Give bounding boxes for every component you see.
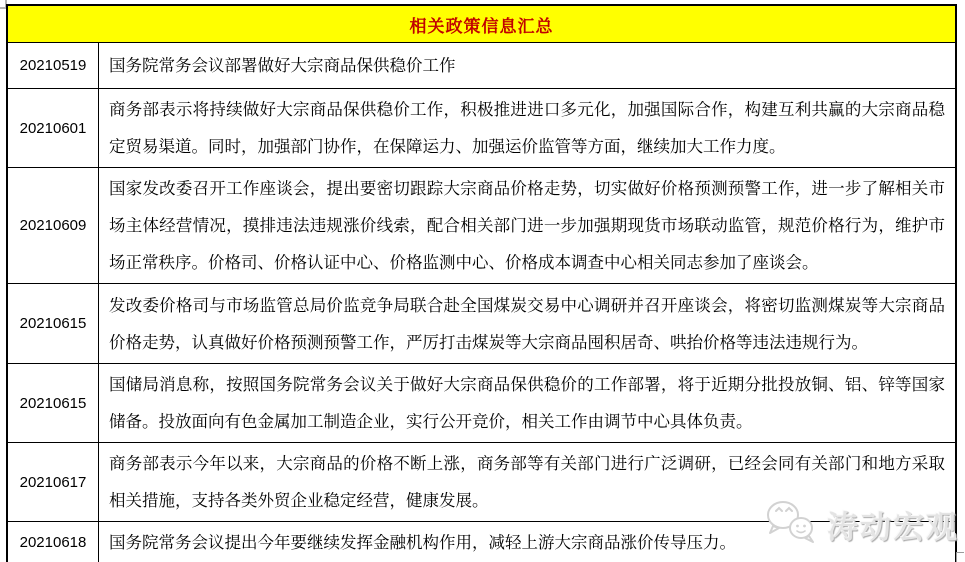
date-cell: 20210615 [8,364,99,442]
policy-summary-table [6,4,957,562]
table-row [8,521,955,562]
policy-text-cell [99,43,955,88]
policy-text-cell [99,443,955,521]
date-cell: 20210601 [8,89,99,167]
policy-text: 商务部表示今年以来，大宗商品的价格不断上涨，商务部等有关部门进行广泛调研，已经会同有关部门和地方采取相关措施，支持各类外贸企业稳定经营，健康发展。 [109,454,945,510]
gridline-artifact-bottom-right [956,552,964,562]
date-cell: 20210615 [8,284,99,363]
policy-text-cell [99,89,955,167]
policy-text: 国务院常务会议提出今年要继续发挥金融机构作用，减轻上游大宗商品涨价传导压力。 [109,533,736,552]
table-title: 相关政策信息汇总 [409,16,554,36]
table-row [8,283,955,363]
date-cell: 20210609 [8,168,99,283]
table-row [8,42,955,88]
policy-text: 商务部表示将持续做好大宗商品保供稳价工作，积极推进进口多元化，加强国际合作，构建互利共赢的大宗商品稳定贸易渠道。同时，加强部门协作，在保障运力、加强运价监管等方面，继续加大工作力度。 [109,100,945,156]
policy-text: 国储局消息称，按照国务院常务会议关于做好大宗商品保供稳价的工作部署，将于近期分批投放铜、铝、锌等国家储备。投放面向有色金属加工制造企业，实行公开竞价，相关工作由调节中心具体负责。 [109,375,945,431]
policy-text-cell [99,168,955,283]
table-row [8,167,955,283]
policy-text-cell [99,284,955,363]
policy-text-cell [99,364,955,442]
policy-text-cell [99,522,955,562]
date-cell: 20210617 [8,443,99,521]
policy-text: 国务院常务会议部署做好大宗商品保供稳价工作 [109,56,456,75]
date-cell: 20210618 [8,522,99,562]
table-header-row [8,6,955,42]
table-row [8,88,955,167]
table-row [8,442,955,521]
watermark-text: 涛动宏观 [827,510,959,545]
date-cell: 20210519 [8,43,99,88]
policy-text: 发改委价格司与市场监管总局价监竞争局联合赴全国煤炭交易中心调研并召开座谈会，将密切监测煤炭等大宗商品价格走势，认真做好价格预测预警工作，严厉打击煤炭等大宗商品囤积居奇、哄抬价格等违法违规行为。 [109,295,945,352]
table-row [8,363,955,442]
policy-text: 国家发改委召开工作座谈会，提出要密切跟踪大宗商品价格走势，切实做好价格预测预警工作，进一步了解相关市场主体经营情况，摸排违法违规涨价线索，配合相关部门进一步加强期现货市场联动监管，规范价格行为，维护市场正常秩序。价格司、价格认证中心、价格监测中心、价格成本调查中心相关同志参加了座谈会。 [109,179,945,272]
